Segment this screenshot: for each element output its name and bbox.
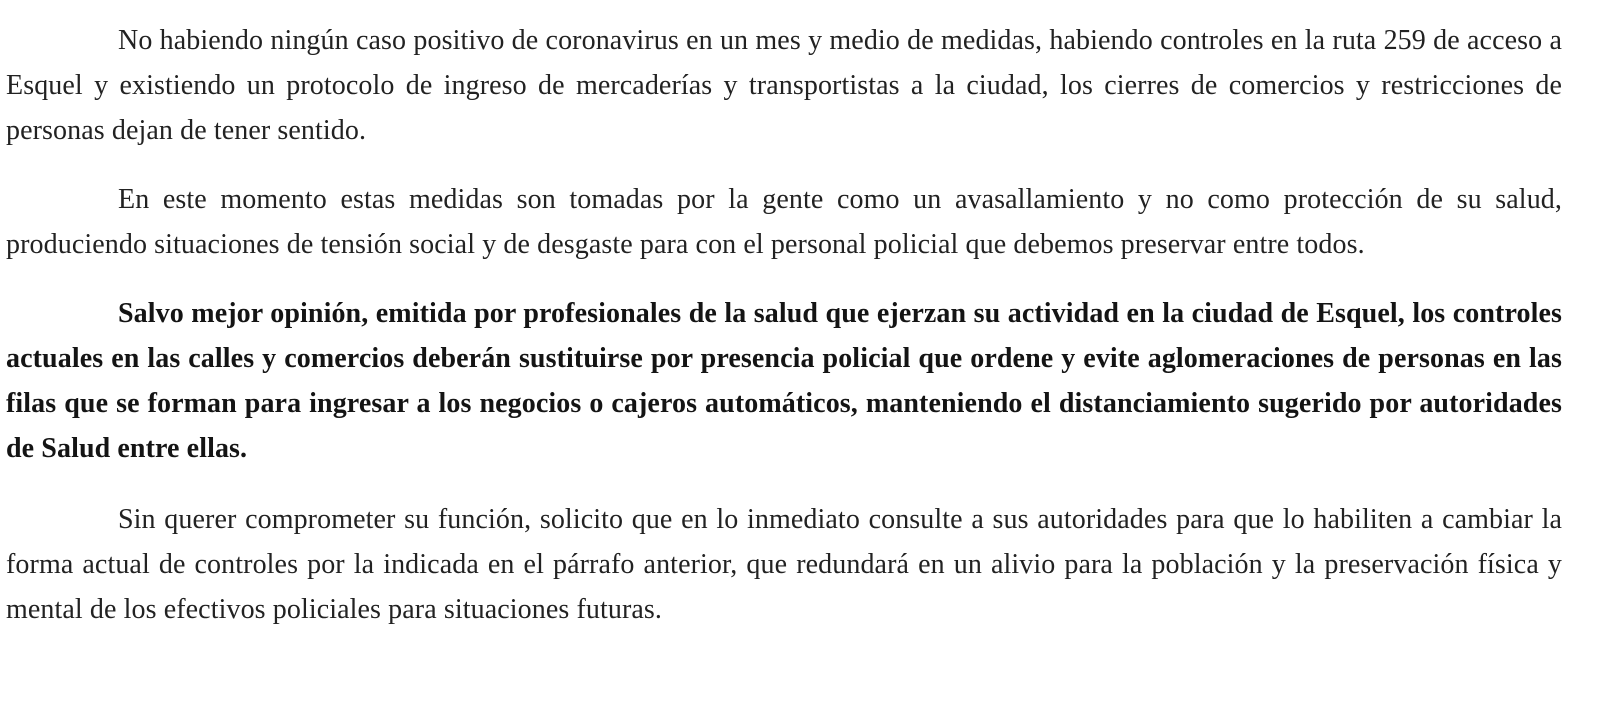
paragraph-social-tension: En este momento estas medidas son tomadas por la gente como un avasallamiento y no como protección de su salud, produciendo situaciones de tensión social y de desgaste para con el personal policial que debemos preservar entre todos. (6, 184, 1562, 260)
paragraph-request: Sin querer comprometer su función, solicito que en lo inmediato consulte a sus autoridades para que lo habiliten a cambiar la forma actual de controles por la indicada en el párrafo anterior, que redundará en un alivio para la población y la preservación física y mental de los efectivos policiales para situaciones futuras. (6, 504, 1562, 625)
paragraph-no-cases: No habiendo ningún caso positivo de coronavirus en un mes y medio de medidas, habiendo controles en la ruta 259 de acceso a Esquel y existiendo un protocolo de ingreso de mercaderías y transportistas a la ciudad, los cierres de comercios y restricciones de personas dejan de tener sentido. (6, 25, 1562, 146)
paragraph-bold-recommendation: Salvo mejor opinión, emitida por profesionales de la salud que ejerzan su actividad en la ciudad de Esquel, los controles actuales en las calles y comercios deberán sustituirse por presencia policial que ordene y evite aglomeraciones de personas en las filas que se forman para ingresar a los negocios o cajeros automáticos, manteniendo el distanciamiento sugerido por autoridades de Salud entre ellas. (6, 298, 1562, 464)
